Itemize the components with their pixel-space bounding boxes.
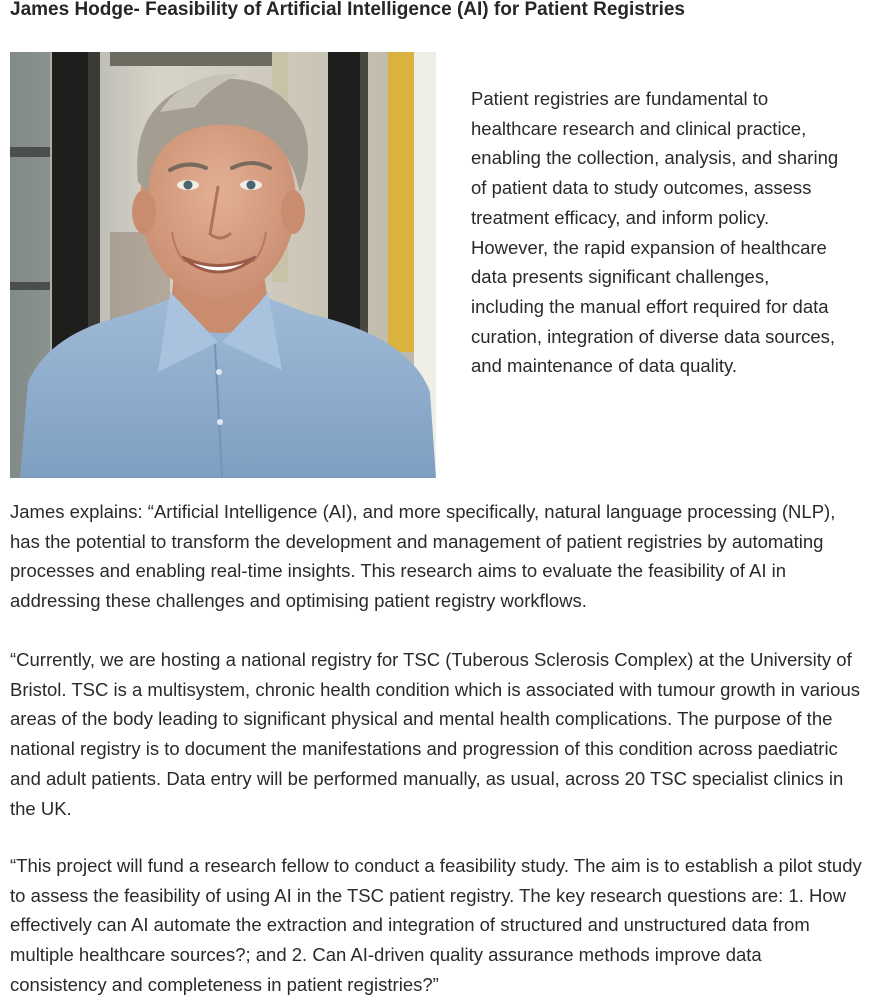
body-paragraph: James explains: “Artificial Intelligence (AI), and more specifically, natural language processing (NLP), has the potential to transform the development and management of patient registries by automating processes and enabling real-time insights. This research aims to evaluate the feasibility of AI in addressing these challenges and optimising patient registry workflows. bbox=[10, 501, 836, 612]
portrait-photo bbox=[10, 52, 436, 478]
body-paragraph: “This project will fund a research fellow to conduct a feasibility study. The aim is to establish a pilot study to assess the feasibility of using AI in the TSC patient registry. The key research questions are: 1. How effectively can AI automate the extraction and integration of structured and unstructured data from multiple healthcare sources?; and 2. Can AI-driven quality assurance methods improve data consistency and completeness in patient registries?” bbox=[10, 855, 862, 995]
body-paragraph: “Currently, we are hosting a national registry for TSC (Tuberous Sclerosis Complex) at the University of Bristol. TSC is a multisystem, chronic health condition which is associated with tumour growth in various areas of the body leading to significant physical and mental health complications. The purpose of the national registry is to document the manifestations and progression of this condition across paediatric and adult patients. Data entry will be performed manually, as usual, across 20 TSC specialist clinics in the UK. bbox=[10, 649, 860, 819]
page-title: James Hodge- Feasibility of Artificial Intelligence (AI) for Patient Registries bbox=[10, 0, 686, 20]
intro-text: Patient registries are fundamental to healthcare research and clinical practice, enabling the collection, analysis, and sharing of patient data to study outcomes, assess treatment efficacy, and inform policy. However, the rapid expansion of healthcare data presents significant challenges, including the manual effort required for data curation, integration of diverse data sources, and maintenance of data quality. bbox=[471, 88, 839, 377]
